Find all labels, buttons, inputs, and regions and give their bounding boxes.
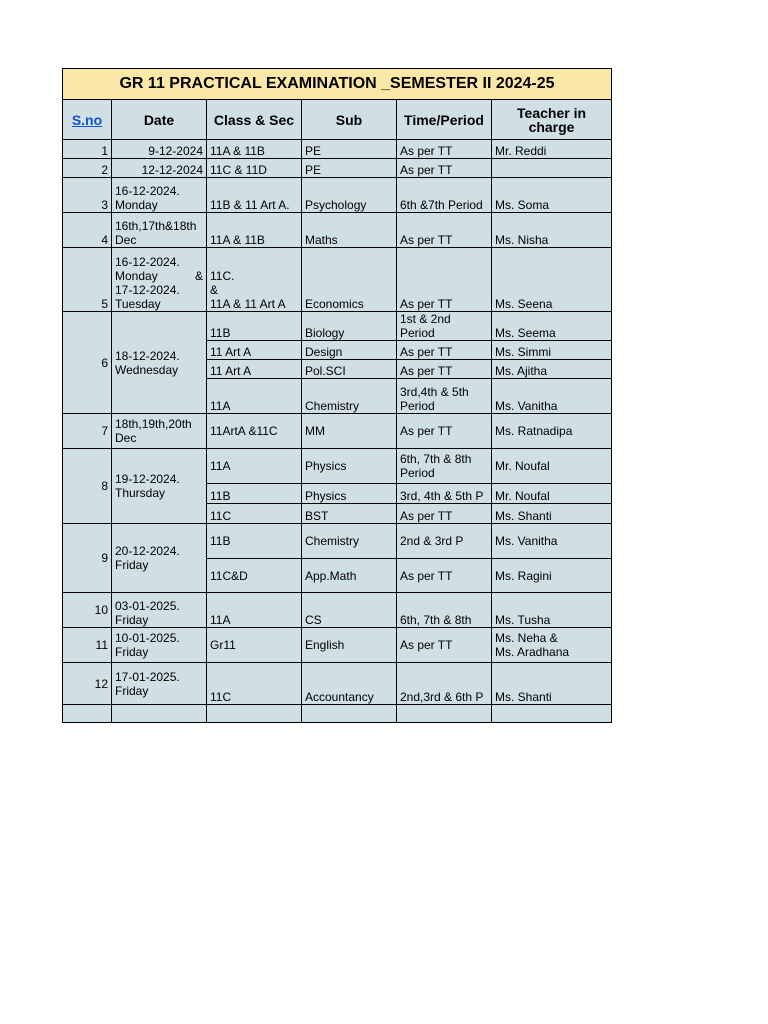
cell-time: 2nd & 3rd P [397,524,492,559]
cell-teacher: Mr. Reddi [492,140,612,159]
cell-sub: Chemistry [302,379,397,414]
cell-sno: 4 [63,213,112,248]
cell-sub: BST [302,504,397,524]
cell-teacher: Ms. Ratnadipa [492,414,612,449]
cell-teacher [492,159,612,178]
table-row [63,213,612,248]
cell-class: 11ArtA &11C [207,414,302,449]
cell-teacher: Ms. Neha & Ms. Aradhana [492,628,612,663]
cell-teacher: Ms. Shanti [492,504,612,524]
cell-sub: Physics [302,484,397,504]
cell-time: 2nd,3rd & 6th P [397,663,492,705]
header-date: Date [112,100,207,140]
cell-teacher: Ms. Ajitha [492,360,612,379]
cell-time: 3rd,4th & 5th Period [397,379,492,414]
cell-class: 11 Art A [207,341,302,360]
cell-teacher: Ms. Soma [492,178,612,213]
cell-date: 10-01-2025. Friday [112,628,207,663]
cell-class: 11B [207,524,302,559]
cell-time: As per TT [397,504,492,524]
table-row [63,140,612,159]
cell-teacher: Ms. Shanti [492,663,612,705]
cell-date: 12-12-2024 [112,159,207,178]
cell-teacher: Ms. Vanitha [492,524,612,559]
cell-teacher: Ms. Vanitha [492,379,612,414]
cell-date: 18-12-2024. Wednesday [112,312,207,414]
cell-sno: 10 [63,593,112,628]
header-teacher: Teacher in charge [492,100,612,140]
table-row [63,178,612,213]
header-time: Time/Period [397,100,492,140]
empty-cell [207,705,302,723]
cell-time: 3rd, 4th & 5th P [397,484,492,504]
cell-sno: 1 [63,140,112,159]
cell-date: 19-12-2024. Thursday [112,449,207,524]
cell-class: 11B & 11 Art A. [207,178,302,213]
cell-teacher: Ms. Nisha [492,213,612,248]
cell-class: 11 Art A [207,360,302,379]
cell-date: 16-12-2024. Monday [112,178,207,213]
cell-class: 11C & 11D [207,159,302,178]
cell-time: As per TT [397,341,492,360]
cell-sno: 7 [63,414,112,449]
cell-sno: 6 [63,312,112,414]
cell-time: As per TT [397,414,492,449]
header-class-sec: Class & Sec [207,100,302,140]
cell-class: 11A & 11B [207,140,302,159]
cell-sub: Maths [302,213,397,248]
empty-row [63,705,612,723]
empty-cell [397,705,492,723]
cell-class: 11A & 11B [207,213,302,248]
empty-cell [112,705,207,723]
sno-link[interactable]: S.no [71,111,103,128]
cell-sno: 8 [63,449,112,524]
cell-teacher: Ms. Seema [492,312,612,341]
cell-class: 11C [207,663,302,705]
cell-sub: Physics [302,449,397,484]
cell-time: As per TT [397,360,492,379]
cell-time: As per TT [397,559,492,593]
cell-teacher: Mr. Noufal [492,449,612,484]
cell-sub: English [302,628,397,663]
cell-sub: Accountancy [302,663,397,705]
cell-class: 11C. & 11A & 11 Art A [207,248,302,312]
cell-time: As per TT [397,213,492,248]
cell-sno: 12 [63,663,112,705]
cell-teacher: Ms. Seena [492,248,612,312]
cell-class: Gr11 [207,628,302,663]
table-row [63,524,612,559]
table-row [63,449,612,484]
exam-schedule-table [62,68,612,723]
cell-sub: CS [302,593,397,628]
table-row [63,159,612,178]
cell-teacher: Ms. Ragini [492,559,612,593]
cell-time: As per TT [397,628,492,663]
table-row [63,663,612,705]
table-row [63,593,612,628]
cell-time: As per TT [397,248,492,312]
cell-sub: App.Math [302,559,397,593]
cell-date: 18th,19th,20th Dec [112,414,207,449]
cell-class: 11A [207,379,302,414]
cell-sub: Biology [302,312,397,341]
empty-cell [302,705,397,723]
table-row [63,628,612,663]
cell-class: 11C [207,504,302,524]
cell-date: 03-01-2025. Friday [112,593,207,628]
empty-cell [63,705,112,723]
cell-teacher: Ms. Simmi [492,341,612,360]
cell-class: 11B [207,484,302,504]
cell-sub: MM [302,414,397,449]
cell-date: 16-12-2024. Monday & 17-12-2024. Tuesday [112,248,207,312]
table-title: GR 11 PRACTICAL EXAMINATION _SEMESTER II 2024-25 [63,69,612,100]
cell-sno: 3 [63,178,112,213]
cell-date: 17-01-2025. Friday [112,663,207,705]
cell-class: 11A [207,593,302,628]
cell-sub: Design [302,341,397,360]
table-row [63,414,612,449]
table-row [63,312,612,341]
cell-sub: PE [302,140,397,159]
empty-cell [492,705,612,723]
header-sno[interactable] [63,100,112,140]
cell-sno: 9 [63,524,112,593]
cell-time: As per TT [397,159,492,178]
cell-time: 1st & 2nd Period [397,312,492,341]
cell-class: 11C&D [207,559,302,593]
cell-date: 20-12-2024. Friday [112,524,207,593]
cell-sub: Economics [302,248,397,312]
cell-date: 9-12-2024 [112,140,207,159]
cell-sub: Chemistry [302,524,397,559]
cell-teacher: Mr. Noufal [492,484,612,504]
cell-sub: PE [302,159,397,178]
header-sub: Sub [302,100,397,140]
table-row [63,248,612,312]
cell-teacher: Ms. Tusha [492,593,612,628]
cell-time: 6th &7th Period [397,178,492,213]
cell-date: 16th,17th&18th Dec [112,213,207,248]
cell-sub: Psychology [302,178,397,213]
cell-time: 6th, 7th & 8th Period [397,449,492,484]
cell-time: As per TT [397,140,492,159]
cell-sub: Pol.SCI [302,360,397,379]
cell-sno: 2 [63,159,112,178]
cell-sno: 5 [63,248,112,312]
cell-sno: 11 [63,628,112,663]
cell-class: 11B [207,312,302,341]
cell-time: 6th, 7th & 8th [397,593,492,628]
cell-class: 11A [207,449,302,484]
